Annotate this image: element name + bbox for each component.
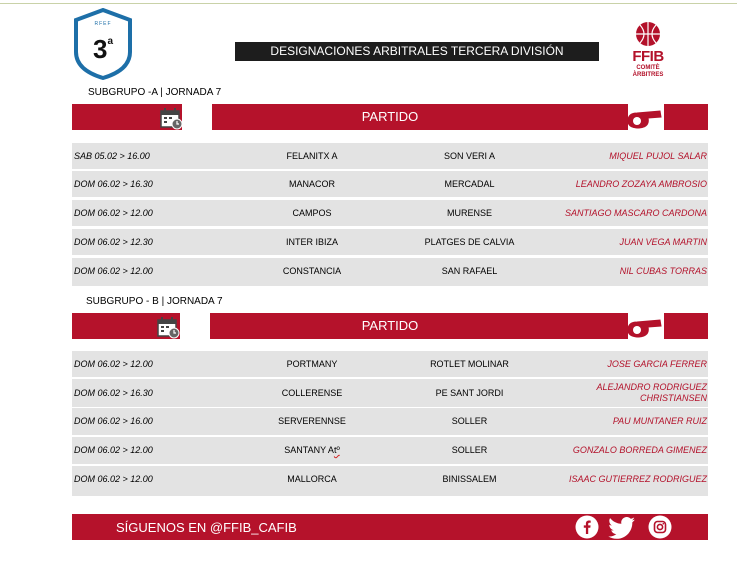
- referee-name: JOSE GARCIA FERRER: [607, 359, 707, 369]
- match-date: DOM 06.02 > 16.00: [74, 416, 153, 426]
- whistle-icon: [626, 107, 664, 129]
- referee-name: GONZALO BORREDA GIMENEZ: [572, 445, 707, 455]
- match-row: [72, 437, 708, 464]
- ffib-logo: [626, 20, 670, 80]
- referee-name: [537, 382, 707, 404]
- away-team: MURENSE: [446, 208, 492, 218]
- away-team: SOLLER: [451, 416, 488, 426]
- match-row: [72, 379, 708, 407]
- match-date: DOM 06.02 > 16.30: [74, 179, 153, 189]
- badge-top-text: RFEF: [94, 21, 112, 27]
- match-row: [72, 466, 708, 496]
- group-b-label: SUBGRUPO - B | JORNADA 7: [86, 296, 223, 307]
- away-team: SAN RAFAEL: [441, 266, 498, 276]
- calendar-icon: [156, 315, 180, 339]
- match-row: [72, 229, 708, 255]
- match-date: DOM 06.02 > 12.00: [74, 266, 153, 276]
- match-date: SAB 05.02 > 16.00: [74, 151, 150, 161]
- tercera-division-badge: [72, 8, 134, 80]
- follow-us-text: SÍGUENOS EN @FFIB_CAFIB: [116, 520, 297, 535]
- referee-name: JUAN VEGA MARTIN: [619, 237, 707, 247]
- home-team: INTER IBIZA: [285, 237, 338, 247]
- referee-name: SANTIAGO MASCARO CARDONA: [564, 208, 707, 218]
- away-team: PLATGES DE CALVIA: [424, 237, 515, 247]
- group-a-header-bar: [72, 104, 708, 130]
- match-row: [72, 200, 708, 226]
- group-b-section-title: PARTIDO: [361, 318, 419, 333]
- referee-name-line1: ALEJANDRO RODRIGUEZ: [596, 382, 707, 392]
- referee-name: ISAAC GUTIERREZ RODRIGUEZ: [568, 474, 707, 484]
- match-date: DOM 06.02 > 12.00: [74, 359, 153, 369]
- top-rule: [0, 0, 737, 4]
- page-title: DESIGNACIONES ARBITRALES TERCERA DIVISIÓN: [235, 42, 599, 61]
- away-team: ROTLET MOLINAR: [430, 359, 509, 369]
- referee-name: MIQUEL PUJOL SALAR: [609, 151, 707, 161]
- match-date: DOM 06.02 > 12.00: [74, 208, 153, 218]
- logo-subtitle-2: ÀRBITRES: [632, 72, 664, 78]
- match-date: DOM 06.02 > 12.00: [74, 445, 153, 455]
- away-team: BINISSALEM: [442, 474, 497, 484]
- group-b-header-bar: [72, 313, 708, 339]
- away-team: SON VERI A: [443, 151, 496, 161]
- badge-number: 3$^a$: [92, 34, 114, 64]
- match-date: DOM 06.02 > 12.30: [74, 237, 153, 247]
- match-row: [72, 351, 708, 377]
- logo-text: FFIB: [632, 48, 664, 65]
- home-team: COLLERENSE: [281, 388, 343, 398]
- home-team: MANACOR: [288, 179, 335, 189]
- match-row: [72, 258, 708, 286]
- home-team: CAMPOS: [292, 208, 332, 218]
- referee-name: LEANDRO ZOZAYA AMBROSIO: [575, 179, 707, 189]
- away-team: MERCADAL: [444, 179, 495, 189]
- home-team: [252, 437, 372, 464]
- home-team: CONSTANCIA: [282, 266, 342, 276]
- group-a-section-title: PARTIDO: [361, 109, 419, 124]
- instagram-icon[interactable]: [648, 515, 672, 539]
- footer-bar: [72, 514, 708, 540]
- home-team-suffix: tº: [333, 445, 340, 455]
- home-team: SERVERENNSE: [278, 416, 346, 426]
- referee-name: PAU MUNTANER RUIZ: [612, 416, 707, 426]
- badge-superscript: a: [107, 36, 114, 47]
- twitter-icon[interactable]: [607, 515, 637, 539]
- group-a-label: SUBGRUPO -A | JORNADA 7: [88, 87, 222, 98]
- whistle-icon: [626, 316, 664, 338]
- home-team: FELANITX A: [286, 151, 338, 161]
- logo-subtitle-1: COMITÈ: [636, 65, 660, 71]
- match-date: DOM 06.02 > 16.30: [74, 388, 153, 398]
- match-date: DOM 06.02 > 12.00: [74, 474, 153, 484]
- referee-name: NIL CUBAS TORRAS: [619, 266, 707, 276]
- calendar-icon: [159, 106, 183, 130]
- home-team: PORTMANY: [286, 359, 338, 369]
- basketball-icon: [626, 20, 670, 50]
- away-team: PE SANT JORDI: [435, 388, 504, 398]
- referee-name-line2: CHRISTIANSEN: [639, 393, 707, 403]
- home-team: MALLORCA: [287, 474, 337, 484]
- match-row: [72, 171, 708, 197]
- match-row: [72, 143, 708, 169]
- match-row: [72, 408, 708, 435]
- away-team: SOLLER: [451, 445, 488, 455]
- facebook-icon[interactable]: [575, 515, 599, 539]
- home-team-name: SANTANY A: [284, 445, 334, 455]
